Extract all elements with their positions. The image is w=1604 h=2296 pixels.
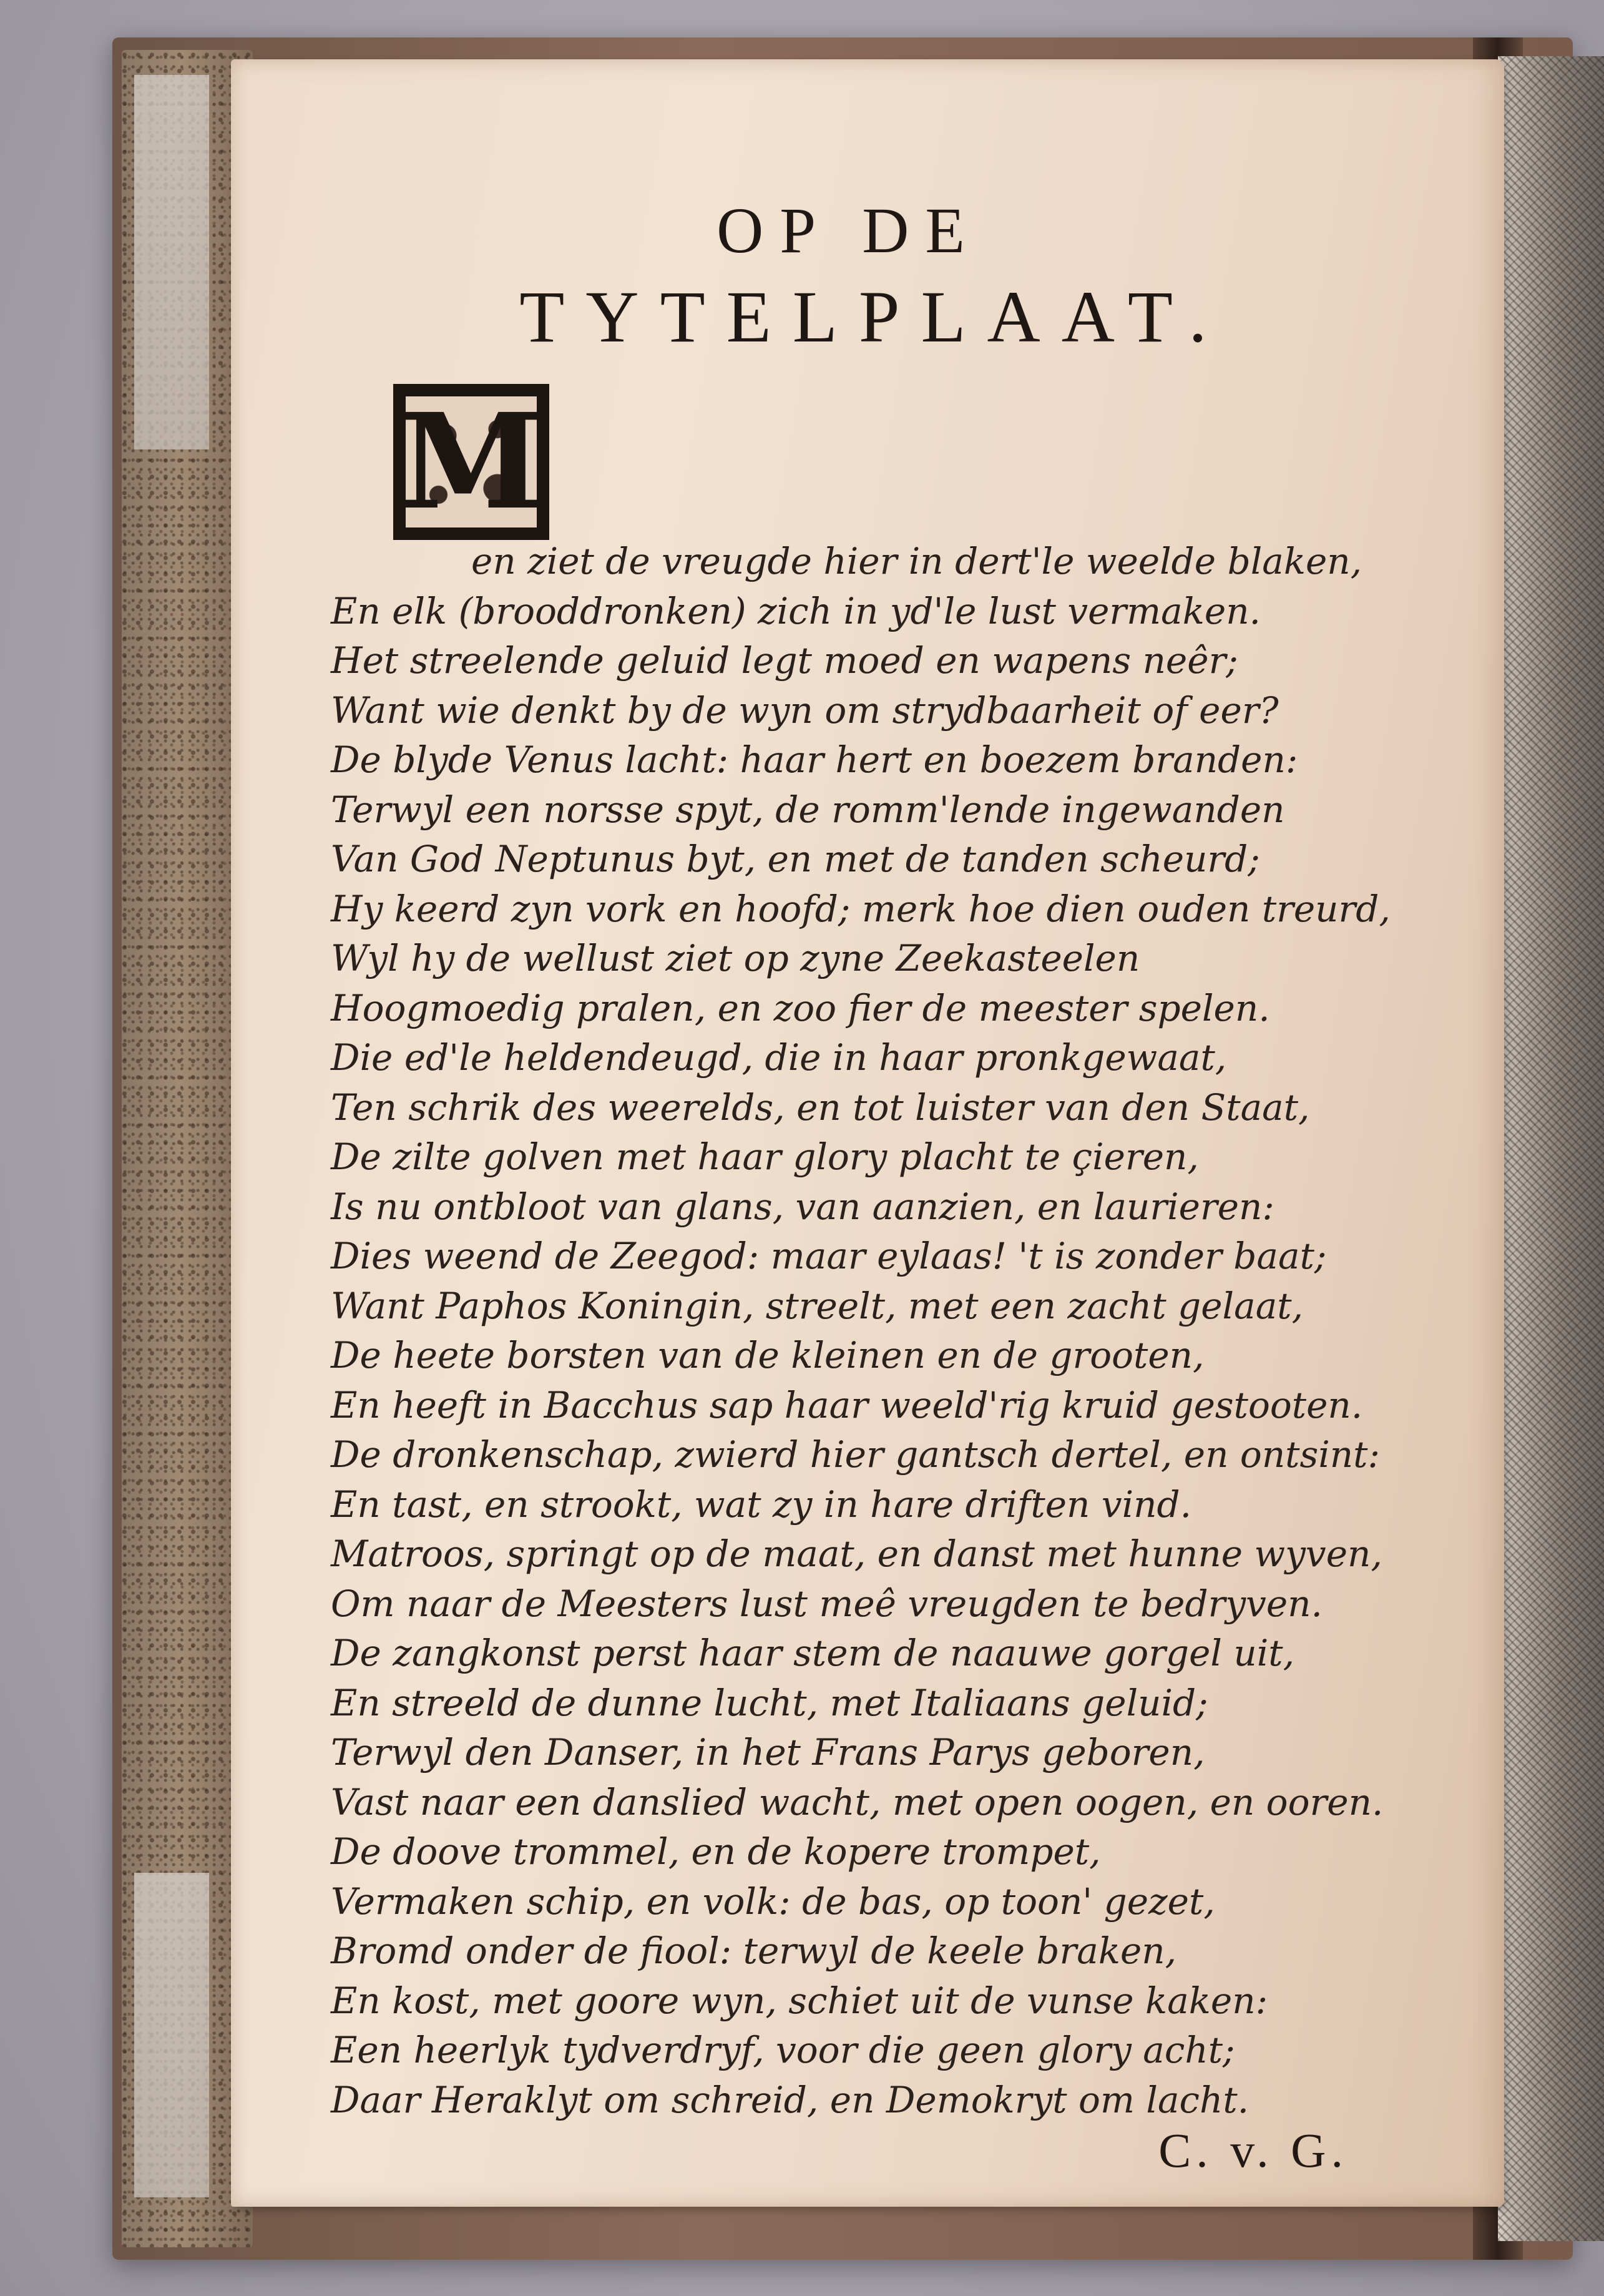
decorated-initial [393,384,549,540]
poem-line: Dies weend de Zeegod: maar eylaas! 't is zonder baat; [331,1235,1327,1277]
poem-line: De dronkenschap, zwierd hier gantsch dertel, en ontsint: [331,1433,1381,1476]
poem-line: Terwyl een norsse spyt, de romm'lende ingewanden [331,788,1285,831]
poem-text [331,537,1485,2125]
poem-line: De blyde Venus lacht: haar hert en boezem branden: [331,738,1298,781]
poem-line: En elk (brooddronken) zich in yd'le lust vermaken. [331,589,1261,632]
poem-line: Hy keerd zyn vork en hoofd; merk hoe dien ouden treurd, [331,887,1391,930]
poem-line: Een heerlyk tydverdryf, voor die geen glory acht; [331,2029,1235,2071]
poem-line: De heete borsten van de kleinen en de grooten, [331,1334,1205,1376]
poem-line: Hoogmoedig pralen, en zoo fier de meester spelen. [331,986,1270,1029]
poem-line: En tast, en strookt, wat zy in hare driften vind. [331,1483,1192,1526]
poem-line: De zangkonst perst haar stem de naauwe gorgel uit, [331,1632,1295,1674]
spine-paper-strip [134,75,209,449]
spine-paper-strip-lower [134,1873,209,2197]
poem-line: De doove trommel, en de kopere trompet, [331,1830,1101,1873]
facing-engraving-page [1498,56,1604,2241]
poem-line: Bromd onder de fiool: terwyl de keele braken, [331,1930,1177,1972]
initial-letter: M [398,385,544,539]
page-heading-line2: TYTELPLAAT. [519,276,1228,358]
poem-line: Want wie denkt by de wyn om strydbaarheit of eer? [331,689,1279,732]
page-heading-line1: OP DE [716,195,981,267]
poem-line: Terwyl den Danser, in het Frans Parys geboren, [331,1731,1205,1774]
poem-line: Vast naar een danslied wacht, met open oogen, en ooren. [331,1780,1384,1823]
poem-line: En heeft in Bacchus sap haar weeld'rig kruid gestooten. [331,1383,1363,1426]
author-signature: C. v. G. [1158,2123,1348,2177]
poem-line: Want Paphos Koningin, streelt, met een zacht gelaat, [331,1284,1304,1327]
poem-line: Matroos, springt op de maat, en danst met hunne wyven, [331,1533,1382,1575]
poem-line: De zilte golven met haar glory placht te çieren, [331,1136,1199,1178]
poem-line: Is nu ontbloot van glans, van aanzien, en laurieren: [331,1185,1274,1228]
poem-line: Daar Heraklyt om schreid, en Demokryt om lacht. [331,2078,1249,2121]
book-page [231,59,1504,2207]
poem-line: Het streelende geluid legt moed en wapens neêr; [331,639,1238,682]
poem-line: Van God Neptunus byt, en met de tanden scheurd; [331,838,1260,880]
poem-line: Die ed'le heldendeugd, die in haar pronkgewaat, [331,1036,1227,1079]
poem-line: En kost, met goore wyn, schiet uit de vunse kaken: [331,1979,1268,2022]
poem-line: en ziet de vreugde hier in dert'le weelde blaken, [471,540,1362,582]
poem-line: Ten schrik des weerelds, en tot luister van den Staat, [331,1086,1310,1129]
poem-line: Wyl hy de wellust ziet op zyne Zeekasteelen [331,937,1140,979]
poem-line: Vermaken schip, en volk: de bas, op toon' gezet, [331,1880,1215,1923]
poem-line: En streeld de dunne lucht, met Italiaans geluid; [331,1681,1208,1724]
poem-line: Om naar de Meesters lust meê vreugden te bedryven. [331,1582,1323,1625]
